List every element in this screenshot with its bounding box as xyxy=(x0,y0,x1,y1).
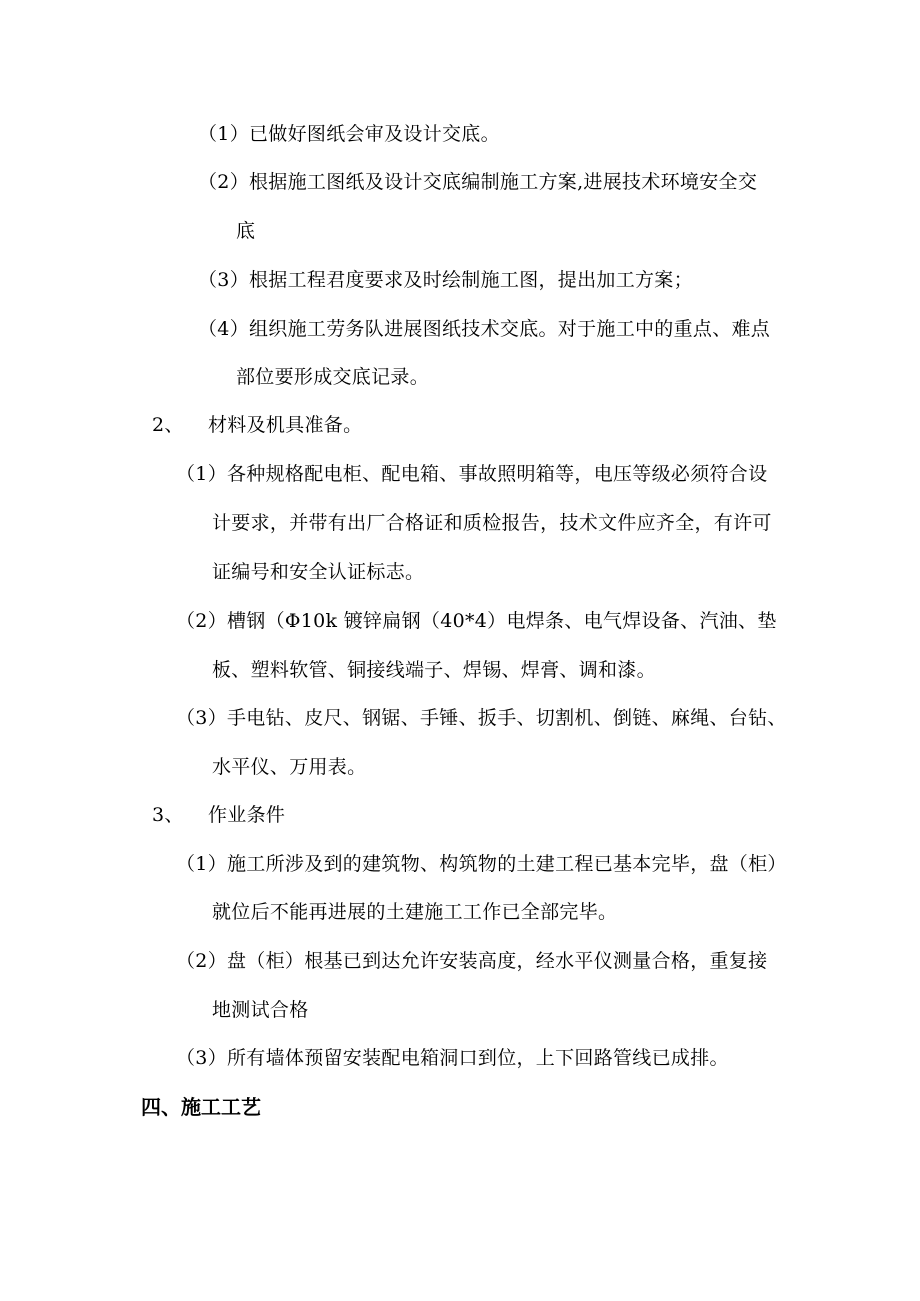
materials-item-1-line-3: 证编号和安全认证标志。 xyxy=(212,561,425,583)
materials-heading xyxy=(152,413,362,437)
conditions-item-2-line-2: 地测试合格 xyxy=(212,999,309,1021)
prep-item-2-line-2: 底 xyxy=(236,220,256,242)
prep-item-3-line-1: （3）根据工程君度要求及时绘制施工图，提出加工方案； xyxy=(198,269,693,291)
conditions-number: 3、 xyxy=(152,804,184,826)
prep-item-1-line-1: （1）已做好图纸会审及设计交底。 xyxy=(198,123,500,145)
conditions-item-1-line-2: 就位后不能再进展的土建施工工作已全部完毕。 xyxy=(212,901,618,923)
prep-item-2-line-1: （2）根据施工图纸及设计交底编制施工方案,进展技术环境安全交 xyxy=(198,171,758,193)
conditions-item-3-line-1: （3）所有墙体预留安装配电箱洞口到位，上下回路管线已成排。 xyxy=(176,1047,729,1069)
materials-title: 材料及机具准备。 xyxy=(208,414,363,436)
conditions-item-2-line-1: （2）盘（柜）根基已到达允许安装高度，经水平仪测量合格，重复接 xyxy=(176,950,768,972)
materials-item-2-line-1: （2）槽钢（Φ10k 镀锌扁钢（40*4）电焊条、电气焊设备、汽油、垫 xyxy=(176,610,777,632)
conditions-heading xyxy=(152,803,285,827)
materials-item-2-line-2: 板、塑料软管、铜接线端子、焊锡、焊膏、调和漆。 xyxy=(212,659,656,681)
conditions-item-1-line-1: （1）施工所涉及到的建筑物、构筑物的土建工程已基本完毕，盘（柜） xyxy=(176,853,787,875)
materials-item-3-line-1: （3）手电钻、皮尺、钢锯、手锤、扳手、切割机、倒链、麻绳、台钻、 xyxy=(176,707,787,729)
section-4-heading: 四、施工工艺 xyxy=(141,1095,261,1119)
materials-number: 2、 xyxy=(152,414,184,436)
conditions-title: 作业条件 xyxy=(208,804,286,826)
prep-item-4-line-1: （4）组织施工劳务队进展图纸技术交底。对于施工中的重点、难点 xyxy=(198,318,771,340)
prep-item-4-line-2: 部位要形成交底记录。 xyxy=(236,366,430,388)
materials-item-1-line-1: （1）各种规格配电柜、配电箱、事故照明箱等，电压等级必须符合设 xyxy=(176,463,768,485)
materials-item-1-line-2: 计要求，并带有出厂合格证和质检报告，技术文件应齐全，有许可 xyxy=(212,512,772,534)
materials-item-3-line-2: 水平仪、万用表。 xyxy=(212,756,367,778)
